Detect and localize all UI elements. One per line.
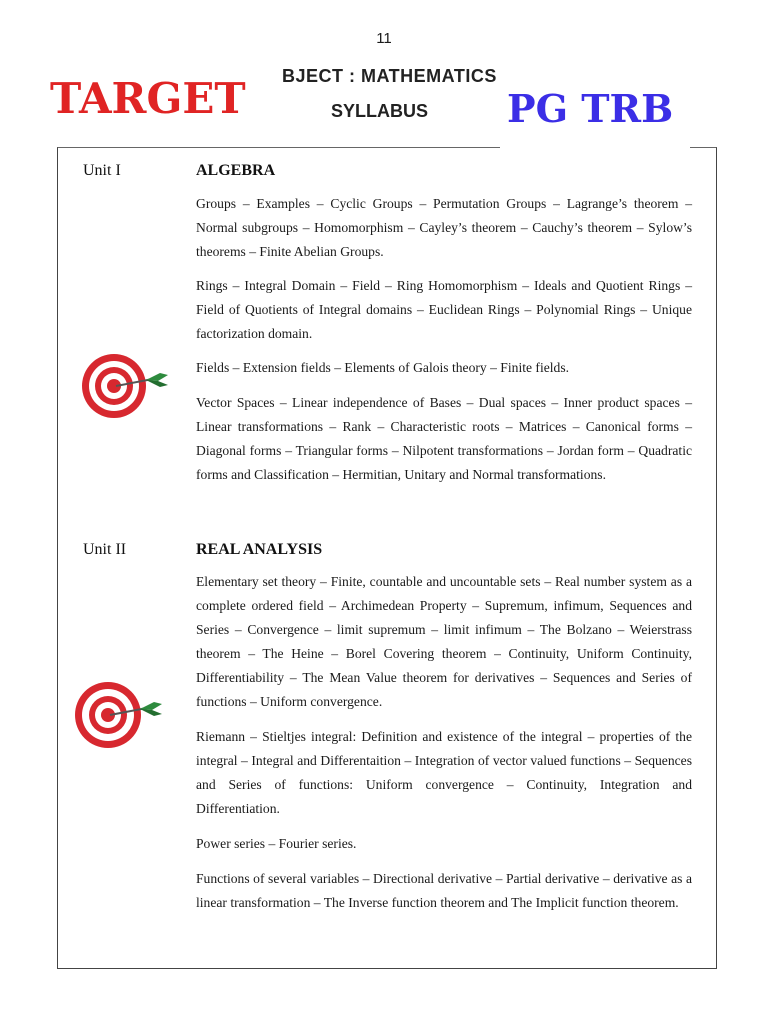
dartboard-icon <box>74 672 170 758</box>
frame-gap <box>500 144 690 150</box>
syllabus-paragraph: Rings – Integral Domain – Field – Ring Homomorphism – Ideals and Quotient Rings – Field of Quotients of Integral domains – Euclidean Rings – Polynomial Rings – Unique factorization domain. <box>196 278 692 341</box>
unit-label: Unit II <box>83 541 127 558</box>
unit-label: Unit I <box>83 162 121 179</box>
page-number: 11 <box>376 30 392 47</box>
dartboard-icon <box>80 346 176 426</box>
syllabus-paragraph: Riemann – Stieltjes integral: Definition and existence of the integral – properties of the integral – Integral and Differentaition – Integration of vector valued functions – Sequences and Series of functions: Uniform convergence – Continuity, Integration and Differentiation. <box>196 729 692 816</box>
unit-title: ALGEBRA <box>196 162 276 179</box>
pg-trb-logo: PG TRB <box>507 86 674 131</box>
syllabus-heading: SYLLABUS <box>331 101 429 121</box>
syllabus-paragraph: Power series – Fourier series. <box>196 836 357 851</box>
syllabus-paragraph: Functions of several variables – Directional derivative – Partial derivative – derivative as a linear transformation – The Inverse function theorem and The Implicit function theorem. <box>196 871 692 910</box>
syllabus-paragraph: Groups – Examples – Cyclic Groups – Permutation Groups – Lagrange’s theorem – Normal subgroups – Homomorphism – Cayley’s theorem – Cauchy’s theorem – Sylow’s theorems – Finite Abelian Groups. <box>196 196 692 259</box>
target-logo: TARGET <box>50 74 246 123</box>
syllabus-paragraph: Fields – Extension fields – Elements of Galois theory – Finite fields. <box>196 360 570 375</box>
subject-heading: BJECT : MATHEMATICS <box>282 66 497 86</box>
syllabus-paragraph: Vector Spaces – Linear independence of Bases – Dual spaces – Inner product spaces – Linear transformations – Rank – Characteristic roots – Matrices – Canonical forms – Diagonal forms – Triangular forms – Nilpotent transformations – Jordan form – Quadratic forms and Classification – Hermitian, Unitary and Normal transformations. <box>196 395 692 482</box>
syllabus-paragraph: Elementary set theory – Finite, countable and uncountable sets – Real number system as a complete ordered field – Archimedean Property – Supremum, infimum, Sequences and Series – Convergence – limit supremum – limit infimum – The Bolzano – Weierstrass theorem – The Heine – Borel Covering theorem – Continuity, Uniform Continuity, Differentiability – The Mean Value theorem for derivatives – Sequences and Series of functions – Uniform convergence. <box>196 574 692 709</box>
unit-title: REAL ANALYSIS <box>196 541 323 558</box>
